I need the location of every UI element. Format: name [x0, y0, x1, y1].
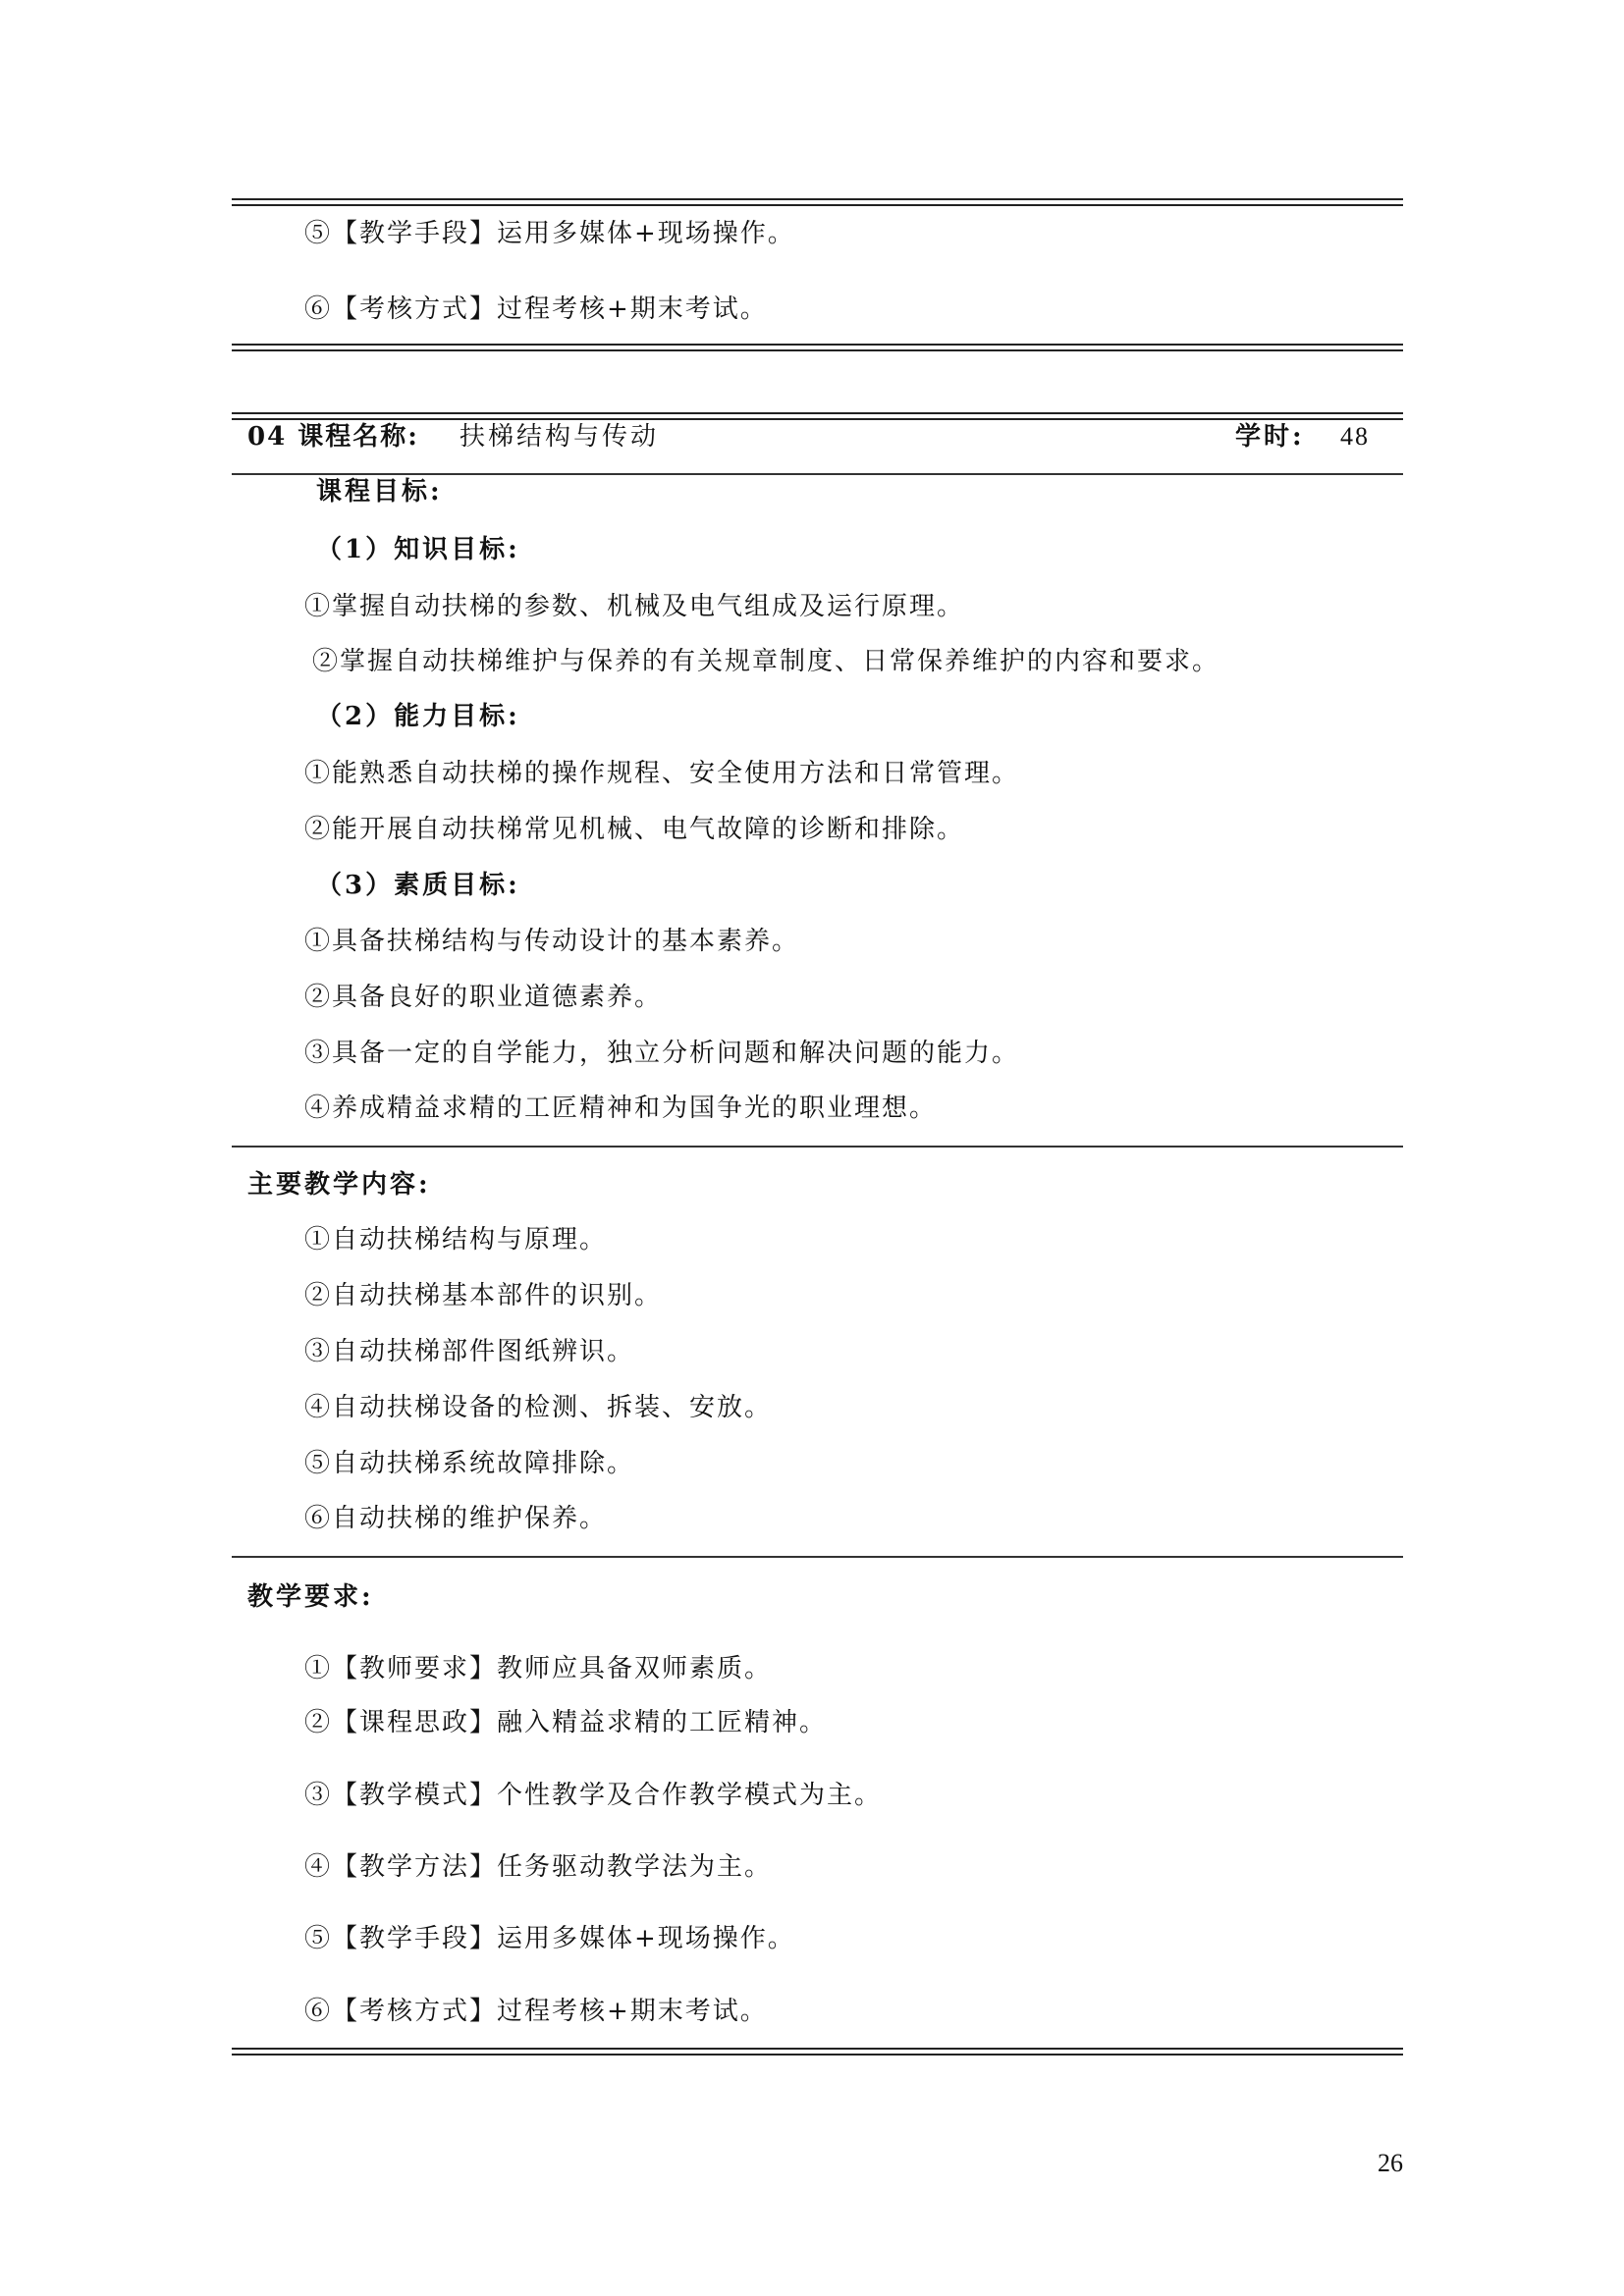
requirement-item-3: ③【教学模式】个性教学及合作教学模式为主。 — [304, 1781, 883, 1810]
top-line-1: ⑤【教学手段】运用多媒体+现场操作。 — [304, 219, 795, 248]
course-header-top-rule — [232, 412, 1403, 420]
course-number-label: 04 课程名称: — [247, 422, 419, 452]
content-item-4: ④自动扶梯设备的检测、拆装、安放。 — [304, 1393, 773, 1422]
course-hours-label: 学时: — [1235, 422, 1305, 452]
knowledge-item-1: ①掌握自动扶梯的参数、机械及电气组成及运行原理。 — [304, 592, 965, 621]
requirement-item-6: ⑥【考核方式】过程考核+期末考试。 — [304, 1997, 768, 2026]
content-item-1: ①自动扶梯结构与原理。 — [304, 1225, 608, 1255]
quality-item-4: ④养成精益求精的工匠精神和为国争光的职业理想。 — [304, 1094, 938, 1123]
ability-heading: （2）能力目标: — [316, 702, 520, 731]
ability-item-2: ②能开展自动扶梯常见机械、电气故障的诊断和排除。 — [304, 815, 965, 844]
course-name: 扶梯结构与传动 — [460, 422, 660, 452]
objectives-bottom-rule — [232, 1146, 1403, 1148]
requirement-item-2: ②【课程思政】融入精益求精的工匠精神。 — [304, 1708, 828, 1737]
content-item-2: ②自动扶梯基本部件的识别。 — [304, 1281, 663, 1310]
quality-heading: （3）素质目标: — [316, 871, 520, 900]
quality-item-2: ②具备良好的职业道德素养。 — [304, 983, 663, 1012]
page-number: 26 — [1378, 2149, 1403, 2177]
quality-item-3: ③具备一定的自学能力，独立分析问题和解决问题的能力。 — [304, 1039, 1020, 1068]
content-heading: 主要教学内容: — [247, 1170, 431, 1200]
content-item-3: ③自动扶梯部件图纸辨识。 — [304, 1337, 635, 1366]
requirement-item-4: ④【教学方法】任务驱动教学法为主。 — [304, 1852, 773, 1882]
requirements-heading: 教学要求: — [247, 1582, 374, 1612]
course-hours-value: 48 — [1340, 422, 1370, 451]
requirement-item-5: ⑤【教学手段】运用多媒体+现场操作。 — [304, 1924, 795, 1953]
knowledge-item-2: ②掌握自动扶梯维护与保养的有关规章制度、日常保养维护的内容和要求。 — [312, 647, 1220, 676]
page-bottom-rule — [232, 2048, 1403, 2056]
quality-item-1: ①具备扶梯结构与传动设计的基本素养。 — [304, 927, 800, 956]
top-line-2: ⑥【考核方式】过程考核+期末考试。 — [304, 294, 768, 324]
requirement-item-1: ①【教师要求】教师应具备双师素质。 — [304, 1654, 773, 1683]
content-bottom-rule — [232, 1556, 1403, 1558]
top-section-end-rule — [232, 344, 1403, 351]
objectives-heading: 课程目标: — [316, 477, 443, 507]
ability-item-1: ①能熟悉自动扶梯的操作规程、安全使用方法和日常管理。 — [304, 759, 1020, 788]
top-rule — [232, 198, 1403, 206]
content-item-5: ⑤自动扶梯系统故障排除。 — [304, 1449, 635, 1478]
knowledge-heading: （1）知识目标: — [316, 535, 520, 564]
content-item-6: ⑥自动扶梯的维护保养。 — [304, 1504, 608, 1533]
